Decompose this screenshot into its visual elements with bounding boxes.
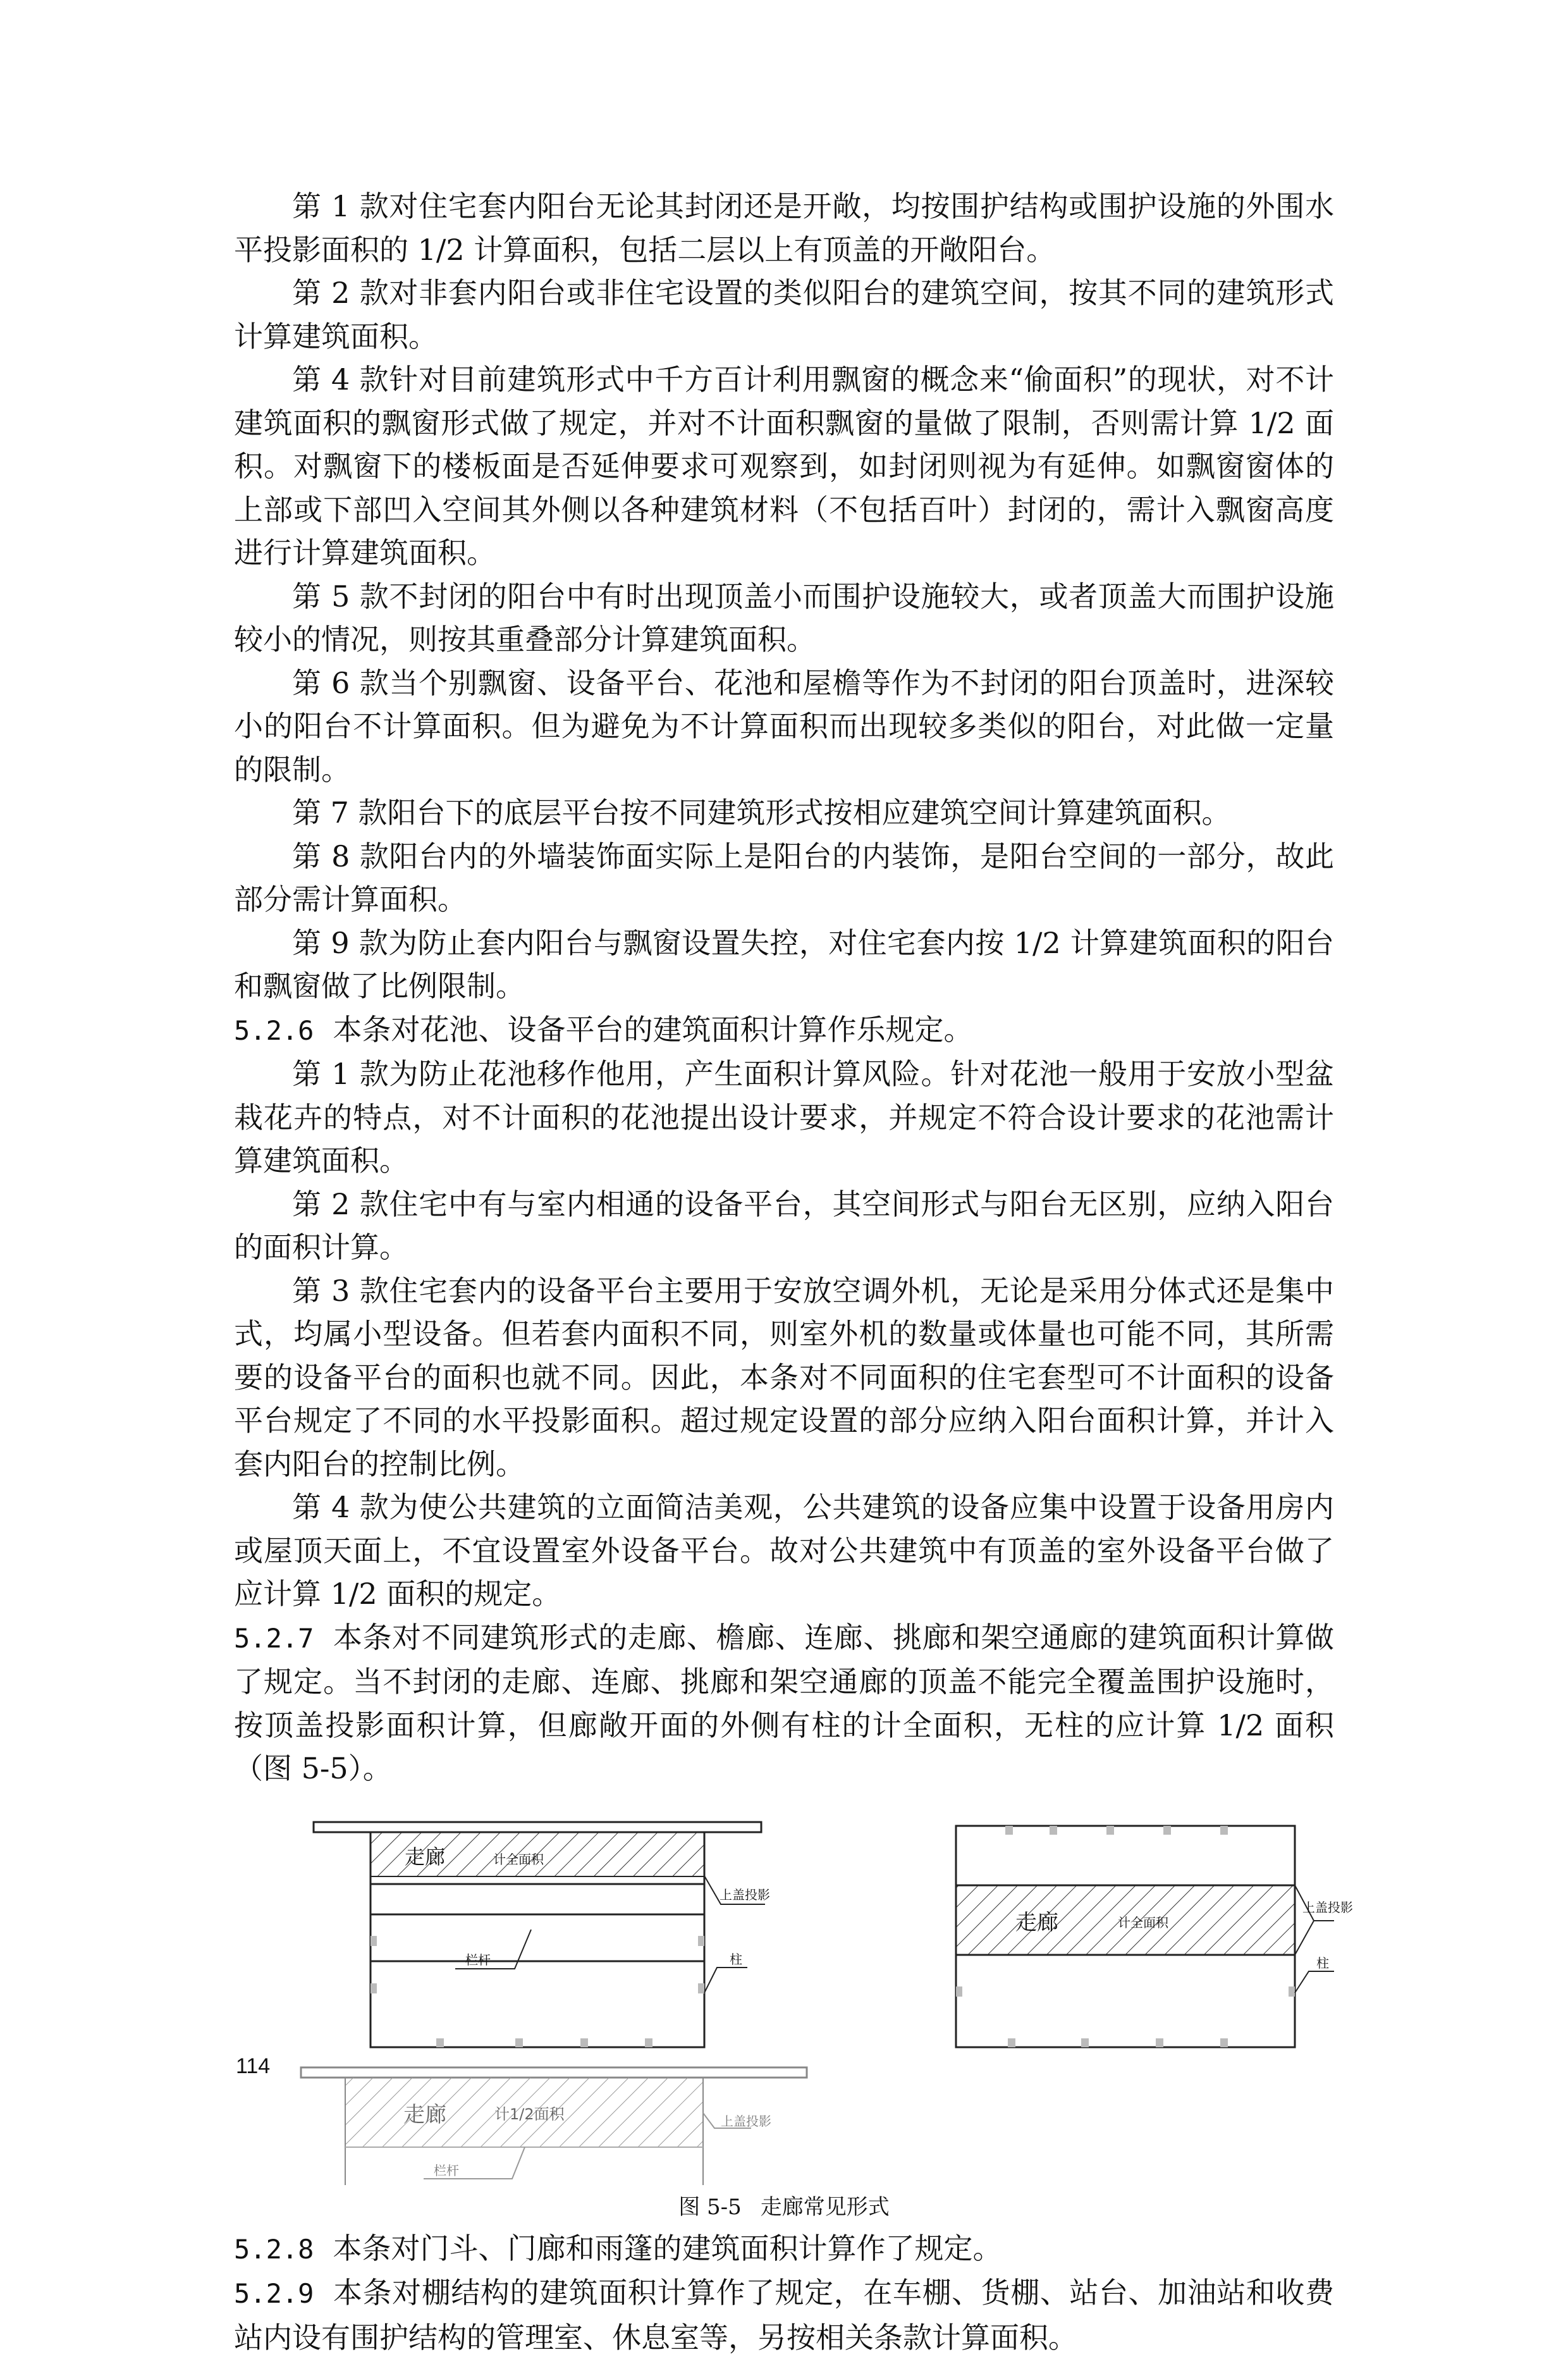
- label-railing: 栏杆: [465, 1952, 491, 1968]
- label-zoulang: 走廊: [403, 2102, 446, 2128]
- clause-text: 本条对棚结构的建筑面积计算作了规定，在车棚、货棚、站台、加油站和收费站内设有围护结构的管理室、休息室等，另按相关条款计算面积。: [234, 2276, 1334, 2355]
- diagram-corridor-half: [301, 2067, 807, 2185]
- caption-number: 图 5-5: [678, 2194, 742, 2220]
- document-body: [234, 185, 1353, 2359]
- label-half-area: 计1/2面积: [494, 2105, 565, 2123]
- clause-number: 5.2.9: [234, 2278, 314, 2309]
- column-marks: [371, 1936, 704, 2047]
- label-railing: 栏杆: [434, 2162, 459, 2178]
- clause-5-2-8: [234, 2227, 1334, 2272]
- paragraph: 第 1 款对住宅套内阳台无论其封闭还是开敞，均按围护结构或围护设施的外围水平投影面积的 1/2 计算面积，包括二层以上有顶盖的开敞阳台。: [234, 189, 1334, 267]
- roof-slab: [314, 1822, 761, 1832]
- clause-text: 本条对门斗、门廊和雨篷的建筑面积计算作了规定。: [333, 2231, 1002, 2265]
- figure-caption: [234, 2191, 1334, 2223]
- clause-number: 5.2.6: [234, 1014, 314, 1046]
- label-top-projection: 上盖投影: [1302, 1899, 1353, 1915]
- roof-slab: [301, 2067, 807, 2078]
- paragraph: 第 5 款不封闭的阳台中有时出现顶盖小而围护设施较大，或者顶盖大而围护设施较小的情况，则按其重叠部分计算建筑面积。: [234, 579, 1334, 656]
- figure-5-5: [234, 1803, 1353, 2189]
- railing: [371, 1884, 704, 1914]
- caption-text: 走廊常见形式: [760, 2194, 890, 2220]
- label-column: 柱: [1316, 1955, 1329, 1971]
- paragraph: 第 7 款阳台下的底层平台按不同建筑形式按相应建筑空间计算建筑面积。: [292, 796, 1231, 830]
- paragraph: 第 2 款住宅中有与室内相通的设备平台，其空间形式与阳台无区别，应纳入阳台的面积计算。: [234, 1186, 1334, 1264]
- label-top-projection: 上盖投影: [720, 1887, 770, 1902]
- label-zoulang: 走廊: [1015, 1909, 1058, 1935]
- clause-5-2-6: [234, 1008, 1334, 1053]
- paragraph: 第 4 款针对目前建筑形式中千方百计利用飘窗的概念来“偷面积”的现状，对不计建筑面积的飘窗形式做了规定，并对不计面积飘窗的量做了限制，否则需计算 1/2 面积。对飘窗下的楼板面是否延伸要求可观察到，如封闭则视为有延伸。如飘窗窗体的上部或下部凹入空间其外侧以各种建筑材料（不包括百叶）封闭的，需计入飘窗高度进行计算建筑面积。: [234, 362, 1334, 570]
- clause-number: 5.2.7: [234, 1622, 314, 1654]
- label-full-area: 计全面积: [493, 1851, 544, 1867]
- diagram-corridor-full: [314, 1822, 770, 2047]
- clause-text: 本条对花池、设备平台的建筑面积计算作乐规定。: [333, 1012, 973, 1047]
- label-column: 柱: [730, 1951, 742, 1967]
- paragraph: 第 8 款阳台内的外墙装饰面实际上是阳台的内装饰，是阳台空间的一部分，故此部分需计算面积。: [234, 839, 1334, 916]
- paragraph: 第 2 款对非套内阳台或非住宅设置的类似阳台的建筑空间，按其不同的建筑形式计算建筑面积。: [234, 276, 1334, 354]
- paragraph: 第 1 款为防止花池移作他用，产生面积计算风险。针对花池一般用于安放小型盆栽花卉的特点，对不计面积的花池提出设计要求，并规定不符合设计要求的花池需计算建筑面积。: [234, 1057, 1334, 1178]
- paragraph: 第 9 款为防止套内阳台与飘窗设置失控，对住宅套内按 1/2 计算建筑面积的阳台和飘窗做了比例限制。: [234, 925, 1334, 1003]
- clause-number: 5.2.8: [234, 2233, 314, 2265]
- corridor-diagrams: [234, 1803, 1353, 2189]
- paragraph: 第 6 款当个别飘窗、设备平台、花池和屋檐等作为不封闭的阳台顶盖时，进深较小的阳台不计算面积。但为避免为不计算面积而出现较多类似的阳台，对此做一定量的限制。: [234, 665, 1334, 787]
- label-full-area: 计全面积: [1118, 1914, 1168, 1930]
- clause-5-2-9: [234, 2271, 1334, 2359]
- label-zoulang: 走廊: [405, 1844, 446, 1869]
- paragraph: 第 4 款为使公共建筑的立面简洁美观，公共建筑的设备应集中设置于设备用房内或屋顶天面上，不宜设置室外设备平台。故对公共建筑中有顶盖的室外设备平台做了应计算 1/2 面积的规定。: [234, 1490, 1334, 1611]
- clause-text: 本条对不同建筑形式的走廊、檐廊、连廊、挑廊和架空通廊的建筑面积计算做了规定。当不封闭的走廊、连廊、挑廊和架空通廊的顶盖不能完全覆盖围护设施时，按顶盖投影面积计算，但廊敞开面的外侧有柱的计全面积，无柱的应计算 1/2 面积（图 5-5）。: [234, 1620, 1334, 1785]
- diagram-corridor-columns: [956, 1826, 1353, 2047]
- label-top-projection: 上盖投影: [721, 2113, 771, 2129]
- paragraph: 第 3 款住宅套内的设备平台主要用于安放空调外机，无论是采用分体式还是集中式，均属小型设备。但若套内面积不同，则室外机的数量或体量也可能不同，其所需要的设备平台的面积也就不同。因此，本条对不同面积的住宅套型可不计面积的设备平台规定了不同的水平投影面积。超过规定设置的部分应纳入阳台面积计算，并计入套内阳台的控制比例。: [234, 1273, 1334, 1481]
- clause-5-2-7: [234, 1616, 1334, 1790]
- page-number: 114: [236, 2054, 271, 2078]
